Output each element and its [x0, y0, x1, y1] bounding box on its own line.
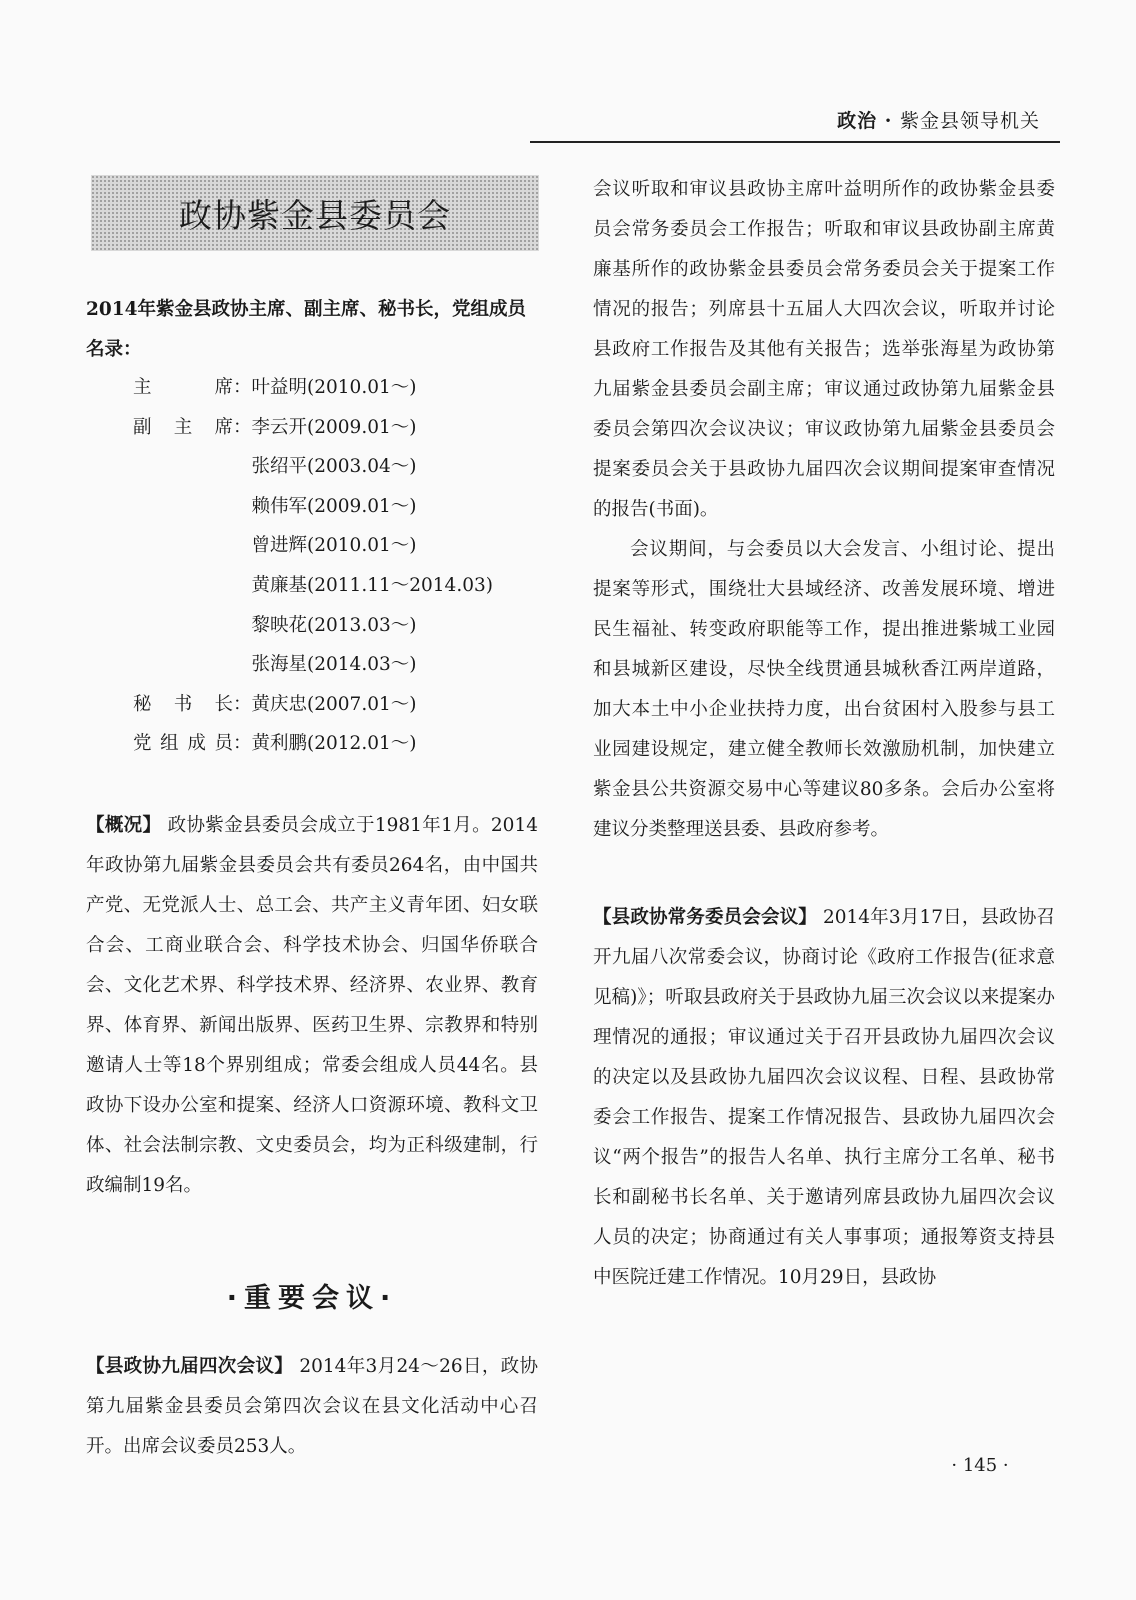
roster-colon: ：	[233, 693, 252, 715]
meeting1-discussion: 会议期间，与会委员以大会发言、小组讨论、提出提案等形式，围绕壮大县域经济、改善发展环境、增进民生福祉、转变政府职能等工作，提出推进紫城工业园和县城新区建设，尽快全线贯通县城秋香江两岸道路，加大本土中小企业扶持力度，出台贫困村入股参与县工业园建设规定，建立健全教师长效激励机制，加快建立紫金县公共资源交易中心等建议80多条。会后办公室将建议分类整理送县委、县政府参考。	[593, 539, 1055, 840]
roster-row	[133, 368, 493, 408]
header-category: 政治	[837, 110, 878, 132]
roster-row	[133, 724, 493, 764]
roster-row	[133, 566, 493, 606]
roster-role: 主席	[133, 377, 233, 398]
roster-role	[133, 606, 233, 646]
roster-name: 黄利鹏(2012.01～)	[251, 733, 417, 755]
roster-colon: ：	[233, 377, 252, 398]
roster-role: 党组成员	[133, 733, 233, 755]
roster-colon: ：	[233, 416, 252, 438]
roster-row	[133, 447, 493, 487]
roster-name: 黄廉基(2011.11～2014.03)	[251, 574, 493, 596]
roster-row	[133, 685, 493, 725]
roster-intro: 2014年紫金县政协主席、副主席、秘书长，党组成员名录：	[86, 299, 526, 360]
roster-name: 李云开(2009.01～)	[251, 416, 417, 438]
meeting1-section	[86, 1347, 538, 1467]
roster-role: 秘书长	[133, 693, 233, 715]
overview-paragraph	[86, 806, 538, 1206]
page-title: 政协紫金县委员会	[179, 195, 451, 235]
roster-role	[133, 487, 233, 527]
meeting2-text: 2014年3月17日，县政协召开九届八次常委会议，协商讨论《政府工作报告(征求意见稿)》；听取县政府关于县政协九届三次会议以来提案办理情况的通报；审议通过关于召开县政协九届四次会议的决定以及县政协九届四次会议议程、日程、县政协常委会工作报告、提案工作情况报告、县政协九届四次会议“两个报告”的报告人名单、执行主席分工名单、秘书长和副秘书长名单、关于邀请列席县政协九届四次会议人员的决定；协商通过有关人事事项；通报筹资支持县中医院迁建工作情况。10月29日，县政协	[593, 907, 1055, 1288]
running-header	[740, 106, 1040, 133]
roster-role	[133, 526, 233, 566]
meeting1-label: 【县政协九届四次会议】	[86, 1356, 294, 1377]
roster-colon: ：	[233, 733, 252, 755]
roster-name: 赖伟军(2009.01～)	[251, 495, 417, 517]
overview-label: 【概况】	[86, 815, 162, 836]
roster-name: 黄庆忠(2007.01～)	[251, 693, 417, 715]
roster-row	[133, 408, 493, 448]
meeting1-text-left: 2014年3月24～26日，政协第九届紫金县委员会第四次会议在县文化活动中心召开。出席会议委员253人。	[86, 1356, 538, 1457]
roster-role: 副主席	[133, 416, 233, 438]
page-number: · 145 ·	[951, 1455, 1009, 1476]
roster-role	[133, 645, 233, 685]
roster-row	[133, 526, 493, 566]
meeting2-label: 【县政协常务委员会会议】	[593, 907, 817, 928]
roster-name: 张绍平(2003.04～)	[251, 456, 417, 478]
overview-text: 政协紫金县委员会成立于1981年1月。2014年政协第九届紫金县委员会共有委员264名，由中国共产党、无党派人士、总工会、共产主义青年团、妇女联合会、工商业联合会、科学技术协会、归国华侨联合会、文化艺术界、科学技术界、经济界、农业界、教育界、体育界、新闻出版界、医药卫生界、宗教界和特别邀请人士等18个界别组成；常委会组成人员44名。县政协下设办公室和提案、经济人口资源环境、教科文卫体、社会法制宗教、文史委员会，均为正科级建制，行政编制19名。	[86, 815, 538, 1196]
meeting1-paragraph	[86, 1347, 538, 1467]
header-subtitle: 紫金县领导机关	[899, 110, 1040, 132]
title-box	[91, 175, 539, 251]
roster-list	[133, 368, 493, 764]
roster-name: 黎映花(2013.03～)	[251, 614, 417, 636]
overview-section	[86, 806, 538, 1206]
section-title: ·重要会议·	[226, 1283, 398, 1314]
roster-name: 曾进辉(2010.01～)	[251, 535, 417, 557]
roster-name: 张海星(2014.03～)	[251, 654, 417, 676]
roster-role	[133, 447, 233, 487]
meeting2-paragraph	[593, 898, 1055, 1298]
roster-name: 叶益明(2010.01～)	[251, 377, 417, 398]
roster-role	[133, 566, 233, 606]
header-separator: ·	[884, 110, 893, 132]
meeting1-continued: 会议听取和审议县政协主席叶益明所作的政协紫金县委员会常务委员会工作报告；听取和审议县政协副主席黄廉基所作的政协紫金县委员会常务委员会关于提案工作情况的报告；列席县十五届人大四次会议，听取并讨论县政府工作报告及其他有关报告；选举张海星为政协第九届紫金县委员会副主席；审议通过政协第九届紫金县委员会第四次会议决议；审议政协第九届紫金县委员会提案委员会关于县政协九届四次会议期间提案审查情况的报告(书面)。	[593, 179, 1055, 520]
roster-row	[133, 645, 493, 685]
paragraph-gap	[593, 850, 1055, 898]
roster-row	[133, 487, 493, 527]
right-column	[593, 170, 1055, 1298]
roster-row	[133, 606, 493, 646]
header-rule	[530, 141, 1060, 143]
